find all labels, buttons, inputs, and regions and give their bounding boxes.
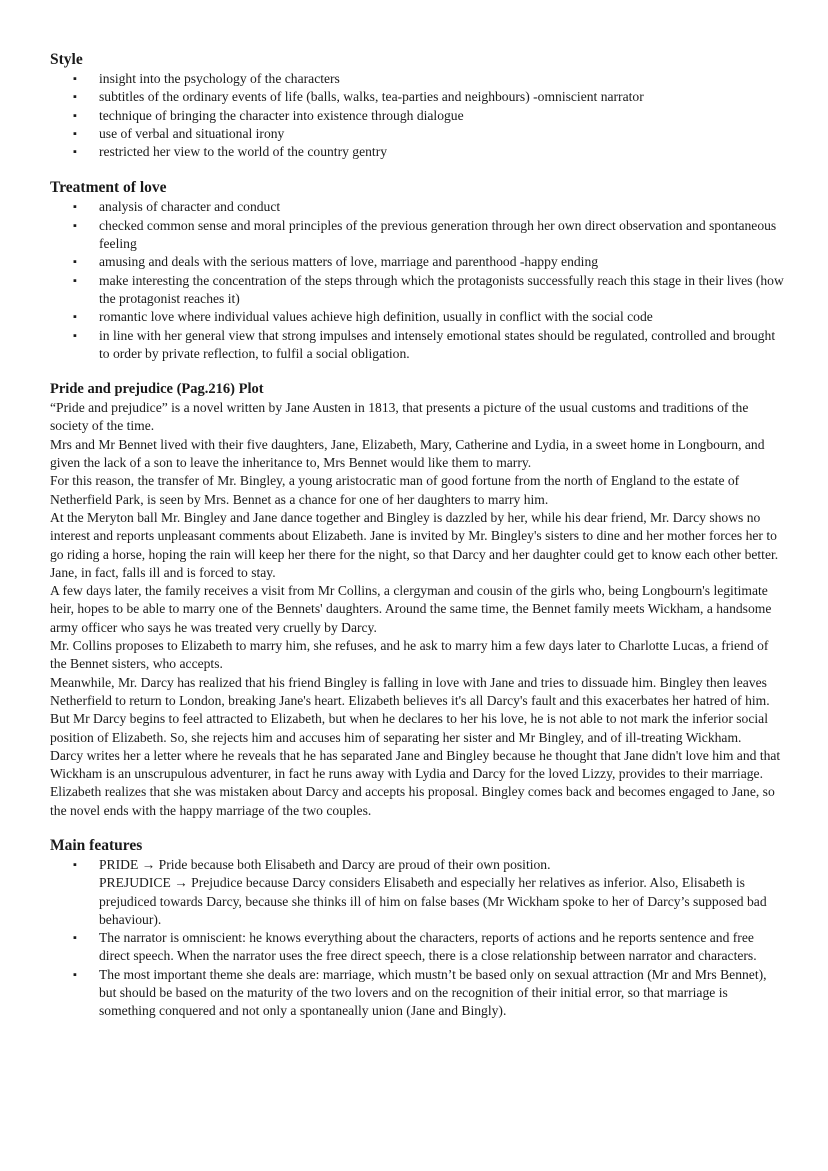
bullet-icon: ▪ xyxy=(73,932,77,945)
plot-paragraph: “Pride and prejudice” is a novel written by Jane Austen in 1813, that presents a picture of the usual customs and traditions of the society of the time. xyxy=(50,400,749,434)
bullet-icon: ▪ xyxy=(73,219,77,232)
list-item xyxy=(50,856,785,929)
document-page xyxy=(50,50,785,1021)
plot-paragraph: For this reason, the transfer of Mr. Bingley, a young aristocratic man of good fortune from the north of England to the estate of Netherfield Park, is seen by Mrs. Bennet as a chance for one of her daughters to marry him. xyxy=(50,473,740,507)
bullet-icon: ▪ xyxy=(73,274,77,287)
pride-definition: PRIDE → Pride because both Elisabeth and Darcy are proud of their own position. xyxy=(99,856,551,872)
plot-paragraph: At the Meryton ball Mr. Bingley and Jane dance together and Bingley is dazzled by her, while his dear friend, Mr. Darcy shows no interest and reports unpleasant comments about Elizabeth. Jane is invited by Mr. Bingley's sisters to dine and her mother forces her to go riding a horse, hoping the rain will keep her there for the night, so that Darcy and her daughter could get to know each other better. xyxy=(50,509,779,562)
bullet-icon: ▪ xyxy=(73,91,77,104)
plot-paragraph: Darcy writes her a letter where he reveals that he has separated Jane and Bingley because he thought that Jane didn't love him and that Wickham is an unscrupulous adventurer, in fact he runs away with Lydia and Darcy for the loved Lizzy, provides to their marriage. Elizabeth realizes that she was mistaken about Darcy and accepts his proposal. Bingley comes back and becomes engaged to Jane, so the novel ends with the happy marriage of the two couples. xyxy=(50,747,781,818)
list-item: ▪ subtitles of the ordinary events of life (balls, walks, tea-parties and neighbours) -omniscient narrator xyxy=(50,88,785,106)
prejudice-definition: PREJUDICE → Prejudice because Darcy considers Elisabeth and especially her relatives as inferior. Also, Elisabeth is prejudiced towards Darcy, because she thinks ill of him on false bases (Mr Wickham spoke to her of Darcy’s supposed bad behaviour). xyxy=(99,875,767,927)
plot-paragraph: But Mr Darcy begins to feel attracted to Elizabeth, but when he declares to her his love, he is not able to not mark the inferior social position of Elizabeth. So, she rejects him and accuses him of separating her sister and Mr Bingley, and of ill-treating Wickham. xyxy=(50,711,768,745)
plot-heading: Pride and prejudice (Pag.216) Plot xyxy=(50,381,264,398)
bullet-icon: ▪ xyxy=(73,311,77,324)
plot-paragraph: Meanwhile, Mr. Darcy has realized that his friend Bingley is falling in love with Jane and tries to dissuade him. Bingley then leaves Netherfield to return to London, breaking Jane's heart. Elizabeth believes it's all Darcy's fault and this exacerbates her hatred of him. xyxy=(50,674,770,708)
list-item: ▪ technique of bringing the character into existence through dialogue xyxy=(50,107,785,125)
plot-paragraph: Mr. Collins proposes to Elizabeth to marry him, she refuses, and he ask to marry him a few days later to Charlotte Lucas, a friend of the Bennet sisters, who accepts. xyxy=(50,638,769,672)
bullet-icon: ▪ xyxy=(73,858,77,871)
main-features-heading: Main features xyxy=(50,836,143,854)
bullet-icon: ▪ xyxy=(73,146,77,159)
style-list xyxy=(50,70,785,161)
main-features-list xyxy=(50,856,785,1021)
bullet-icon: ▪ xyxy=(73,73,77,85)
bullet-icon: ▪ xyxy=(73,201,77,214)
list-item: ▪ make interesting the concentration of the steps through which the protagonists successfully reach this stage in their lives (how the protagonist reaches it) xyxy=(73,272,784,306)
bullet-icon: ▪ xyxy=(73,256,77,269)
style-heading: Style xyxy=(50,51,83,68)
bullet-icon: ▪ xyxy=(73,127,77,140)
bullet-icon: ▪ xyxy=(73,968,77,981)
list-item: ▪ The most important theme she deals are: marriage, which mustn’t be based only on sexual attraction (Mr and Mrs Bennet), but should be based on the maturity of the two lovers and on the recognition of their initial error, so that marriage is something conquered and not only a spontaneally union (Jane and Bingly). xyxy=(73,966,767,1019)
list-item: ▪ restricted her view to the world of the country gentry xyxy=(50,143,785,161)
list-item: ▪ insight into the psychology of the characters xyxy=(50,70,785,88)
plot-paragraph: A few days later, the family receives a visit from Mr Collins, a clergyman and cousin of the girls who, being Longbourn's legitimate heir, hopes to be able to marry one of the Bennets' daughters. Around the same time, the Bennet family meets Wickham, a handsome army officer who says he was treated very cruelly by Darcy. xyxy=(50,583,772,635)
love-list xyxy=(50,198,785,363)
bullet-icon: ▪ xyxy=(73,109,77,122)
plot-paragraph: Jane, in fact, falls ill and is forced to stay. xyxy=(50,564,276,580)
list-item: ▪ romantic love where individual values achieve high definition, usually in conflict with the social code xyxy=(50,308,785,326)
plot-body xyxy=(50,399,785,820)
list-item: ▪ checked common sense and moral principles of the previous generation through her own direct observation and spontaneous feeling xyxy=(73,217,777,252)
bullet-icon: ▪ xyxy=(73,329,77,342)
list-item: ▪ The narrator is omniscient: he knows everything about the characters, reports of actions and he reports sentence and free direct speech. When the narrator uses the free direct speech, there is a close relationship between narrator and characters. xyxy=(73,930,757,964)
list-item: ▪ in line with her general view that strong impulses and intensely emotional states should be regulated, controlled and brought to order by private reflection, to fulfil a social obligation. xyxy=(73,327,776,361)
list-item: ▪ use of verbal and situational irony xyxy=(50,125,785,143)
plot-paragraph: Mrs and Mr Bennet lived with their five daughters, Jane, Elizabeth, Mary, Catherine and Lydia, in a sweet home in Longbourn, and given the lack of a son to leave the inheritance to, Mrs Bennet would like them to marry. xyxy=(50,436,765,471)
love-heading: Treatment of love xyxy=(50,179,167,197)
list-item: ▪ analysis of character and conduct xyxy=(50,198,785,216)
list-item: ▪ amusing and deals with the serious matters of love, marriage and parenthood -happy ending xyxy=(50,253,785,271)
